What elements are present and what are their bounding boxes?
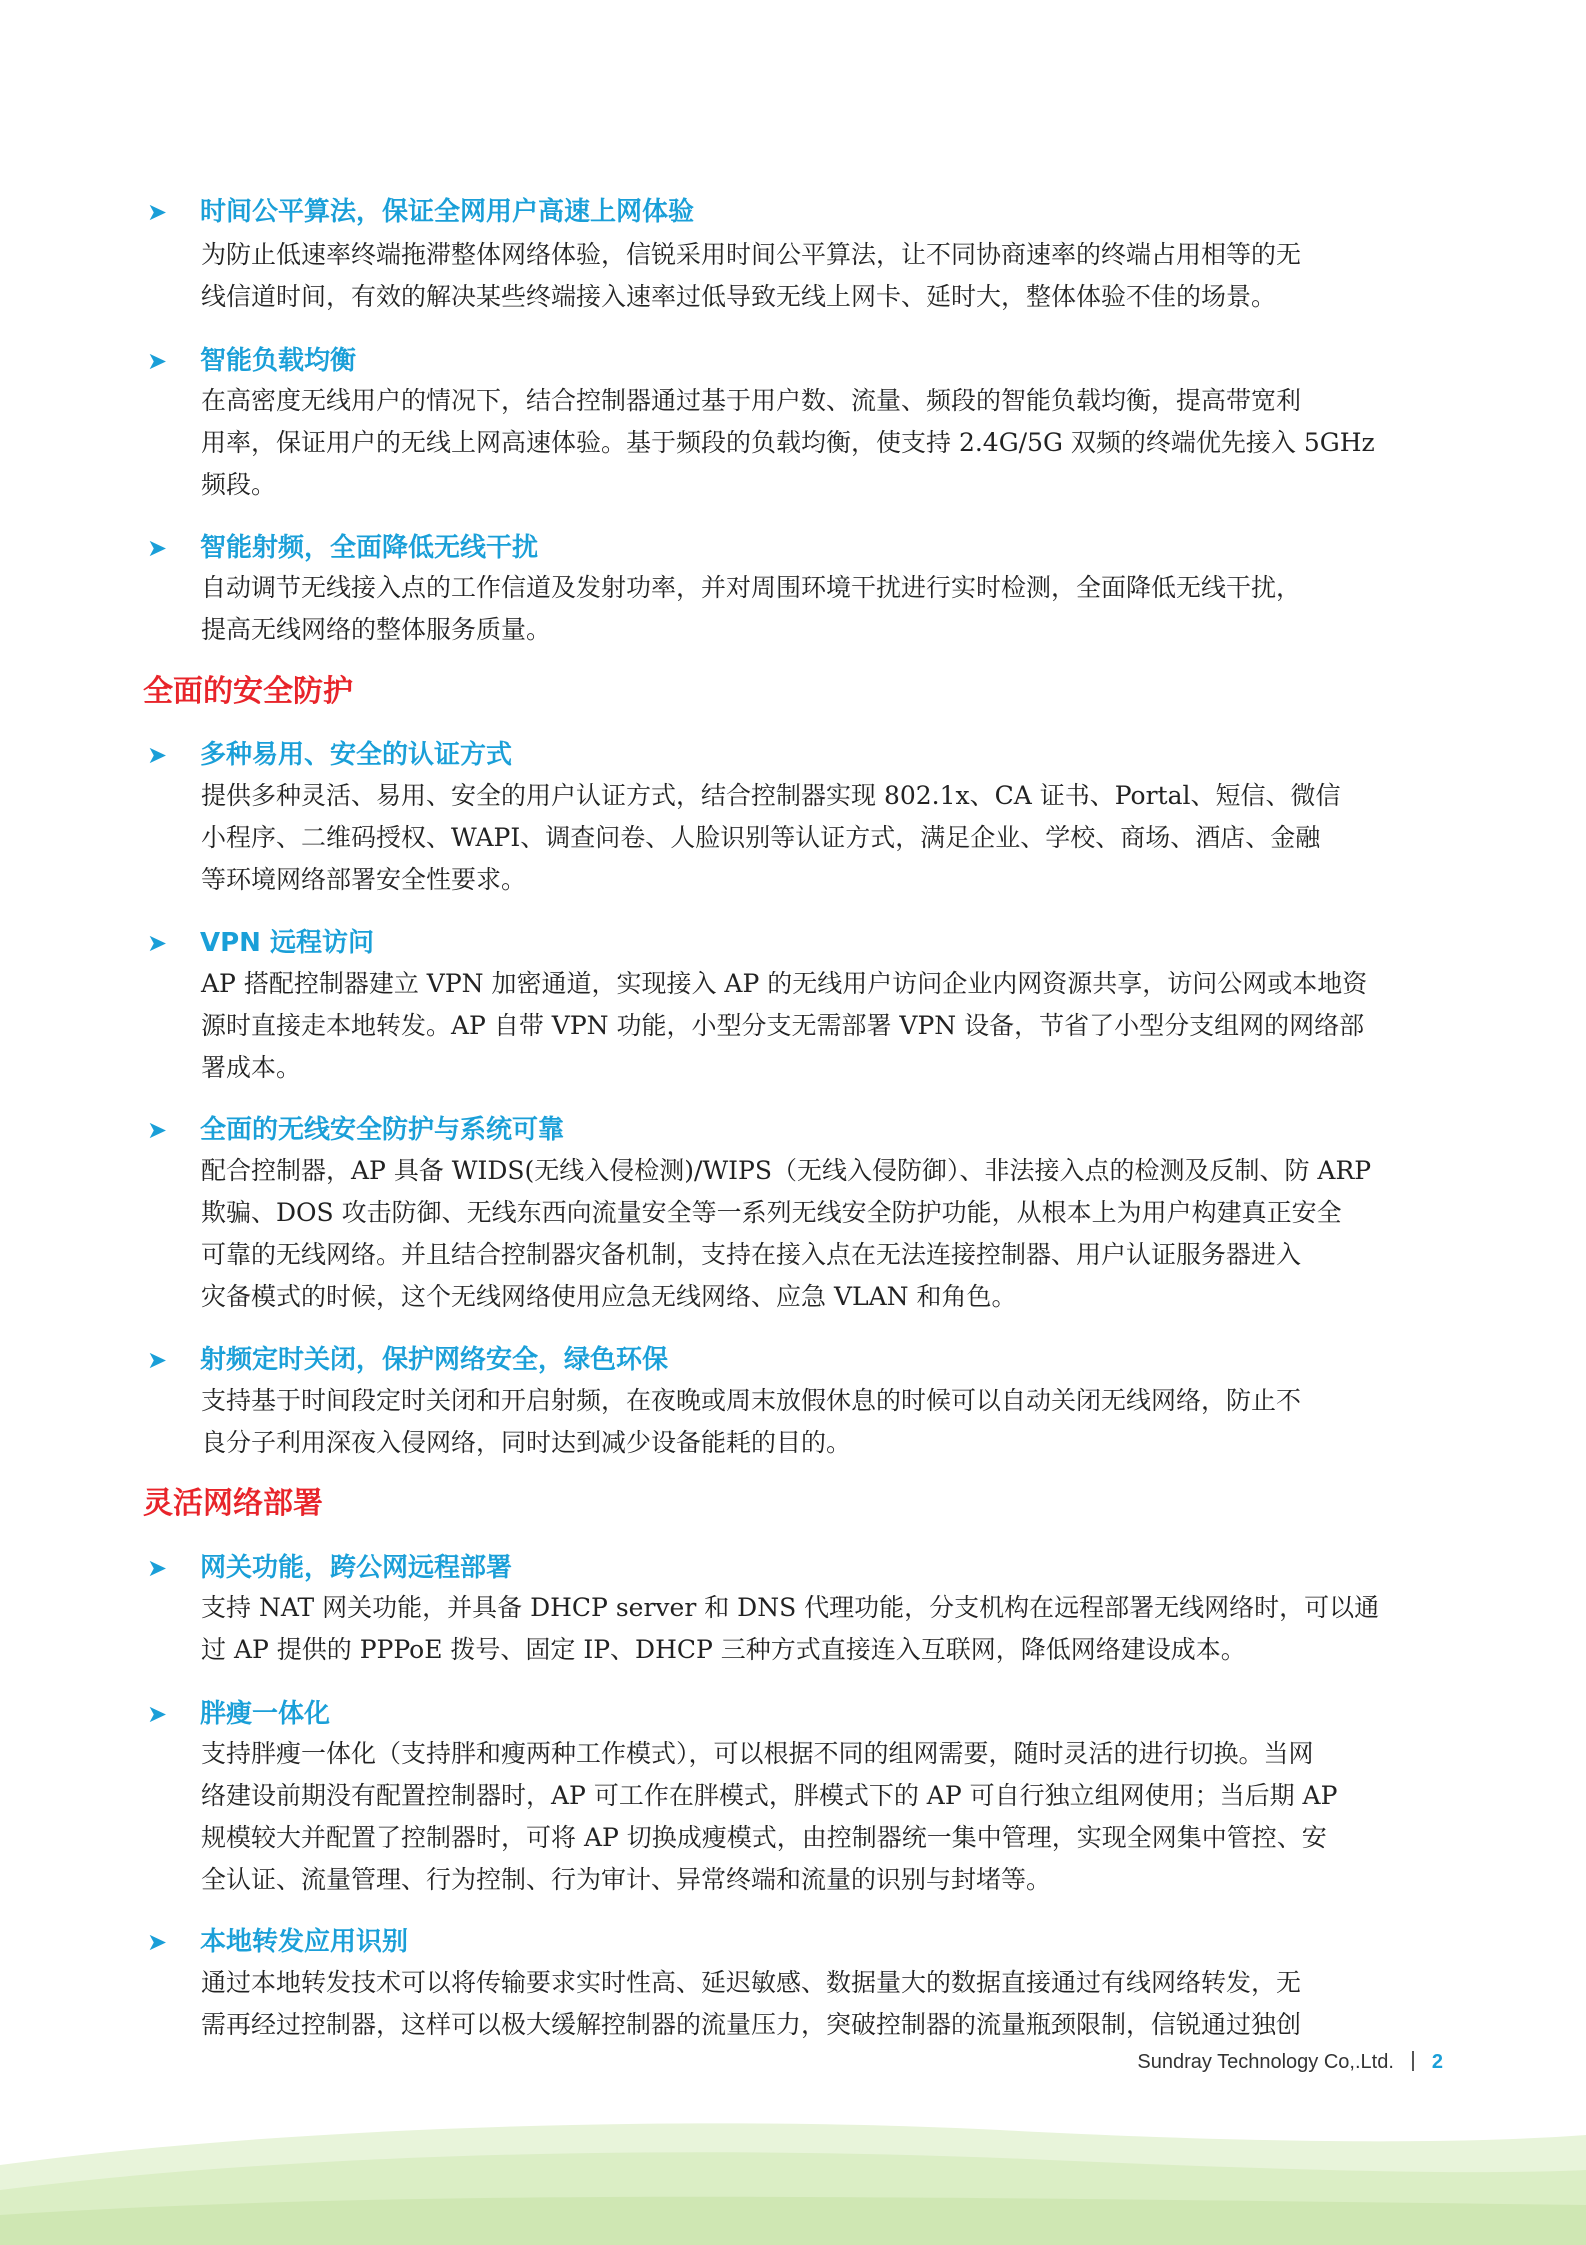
body-line: 络建设前期没有配置控制器时，AP 可工作在胖模式，胖模式下的 AP 可自行独立组网使用；当后期 AP (201, 1781, 1338, 1810)
arrow-bullet-icon: ➤ (147, 1346, 168, 1374)
body-line: AP 搭配控制器建立 VPN 加密通道，实现接入 AP 的无线用户访问企业内网资源共享，访问公网或本地资 (201, 969, 1368, 998)
item-body (201, 234, 1451, 318)
body-line: 通过本地转发技术可以将传输要求实时性高、延迟敏感、数据量大的数据直接通过有线网络转发，无 (201, 1968, 1302, 1997)
item-title: 本地转发应用识别 (200, 1927, 409, 1957)
body-line: 提高无线网络的整体服务质量。 (201, 615, 552, 644)
body-line: 提供多种灵活、易用、安全的用户认证方式，结合控制器实现 802.1x、CA 证书、Portal、短信、微信 (201, 781, 1341, 810)
body-line: 过 AP 提供的 PPPoE 拨号、固定 IP、DHCP 三种方式直接连入互联网，降低网络建设成本。 (201, 1635, 1246, 1664)
section-heading: 灵活网络部署 (143, 1486, 323, 1521)
body-line: 需再经过控制器，这样可以极大缓解控制器的流量压力，突破控制器的流量瓶颈限制，信锐通过独创 (201, 2010, 1302, 2039)
item-title: 智能负载均衡 (200, 346, 357, 376)
arrow-bullet-icon: ➤ (147, 534, 168, 562)
item-body (201, 567, 1451, 651)
item-body (201, 775, 1451, 901)
body-line: 频段。 (201, 470, 277, 499)
section-heading: 全面的安全防护 (143, 674, 353, 709)
item-body (201, 1150, 1451, 1318)
body-line: 自动调节无线接入点的工作信道及发射功率，并对周围环境干扰进行实时检测，全面降低无线干扰， (201, 573, 1302, 602)
item-title: 网关功能，跨公网远程部署 (200, 1553, 513, 1583)
company-name: Sundray Technology Co,.Ltd. (1137, 2051, 1394, 2073)
decorative-wave-footer (0, 2105, 1586, 2245)
body-line: 署成本。 (201, 1053, 302, 1082)
body-line: 良分子利用深夜入侵网络，同时达到减少设备能耗的目的。 (201, 1428, 852, 1457)
body-line: 支持胖瘦一体化（支持胖和瘦两种工作模式），可以根据不同的组网需要，随时灵活的进行切换。当网 (201, 1739, 1314, 1768)
item-body (201, 963, 1451, 1089)
wave-base (0, 2197, 1586, 2245)
body-line: 为防止低速率终端拖滞整体网络体验，信锐采用时间公平算法，让不同协商速率的终端占用相等的无 (201, 240, 1302, 269)
item-body (201, 1587, 1451, 1671)
body-line: 在高密度无线用户的情况下，结合控制器通过基于用户数、流量、频段的智能负载均衡，提高带宽利 (201, 386, 1302, 415)
page-footer (1137, 2051, 1443, 2074)
body-line: 欺骗、DOS 攻击防御、无线东西向流量安全等一系列无线安全防护功能，从根本上为用户构建真正安全 (201, 1198, 1342, 1227)
arrow-bullet-icon: ➤ (147, 1928, 168, 1956)
body-line: 支持 NAT 网关功能，并具备 DHCP server 和 DNS 代理功能，分支机构在远程部署无线网络时，可以通 (201, 1593, 1380, 1622)
arrow-bullet-icon: ➤ (147, 1700, 168, 1728)
body-line: 小程序、二维码授权、WAPI、调查问卷、人脸识别等认证方式，满足企业、学校、商场、酒店、金融 (201, 823, 1321, 852)
item-body (201, 1733, 1451, 1901)
footer-divider (1412, 2051, 1414, 2071)
item-title: VPN 远程访问 (200, 928, 374, 958)
body-line: 支持基于时间段定时关闭和开启射频，在夜晚或周末放假休息的时候可以自动关闭无线网络，防止不 (201, 1386, 1302, 1415)
item-title: 智能射频，全面降低无线干扰 (200, 533, 539, 563)
item-title: 全面的无线安全防护与系统可靠 (200, 1115, 565, 1145)
item-body (201, 380, 1451, 506)
item-title: 时间公平算法，保证全网用户高速上网体验 (200, 197, 695, 227)
item-body (201, 1380, 1451, 1464)
item-body (201, 1962, 1451, 2046)
arrow-bullet-icon: ➤ (147, 1554, 168, 1582)
page-number: 2 (1431, 2051, 1443, 2073)
item-title: 射频定时关闭，保护网络安全，绿色环保 (200, 1345, 669, 1375)
body-line: 可靠的无线网络。并且结合控制器灾备机制，支持在接入点在无法连接控制器、用户认证服务器进入 (201, 1240, 1302, 1269)
body-line: 等环境网络部署安全性要求。 (201, 865, 527, 894)
item-title: 多种易用、安全的认证方式 (200, 740, 513, 770)
body-line: 用率，保证用户的无线上网高速体验。基于频段的负载均衡，使支持 2.4G/5G 双频的终端优先接入 5GHz (201, 428, 1375, 457)
body-line: 灾备模式的时候，这个无线网络使用应急无线网络、应急 VLAN 和角色。 (201, 1282, 1017, 1311)
body-line: 线信道时间，有效的解决某些终端接入速率过低导致无线上网卡、延时大，整体体验不佳的场景。 (201, 282, 1277, 311)
body-line: 源时直接走本地转发。AP 自带 VPN 功能，小型分支无需部署 VPN 设备，节省了小型分支组网的网络部 (201, 1011, 1365, 1040)
body-line: 规模较大并配置了控制器时，可将 AP 切换成瘦模式，由控制器统一集中管理，实现全网集中管控、安 (201, 1823, 1327, 1852)
arrow-bullet-icon: ➤ (147, 347, 168, 375)
arrow-bullet-icon: ➤ (147, 198, 168, 226)
body-line: 配合控制器，AP 具备 WIDS(无线入侵检测)/WIPS（无线入侵防御）、非法接入点的检测及反制、防 ARP (201, 1156, 1372, 1185)
arrow-bullet-icon: ➤ (147, 1116, 168, 1144)
item-title: 胖瘦一体化 (200, 1699, 331, 1729)
body-line: 全认证、流量管理、行为控制、行为审计、异常终端和流量的识别与封堵等。 (201, 1865, 1052, 1894)
arrow-bullet-icon: ➤ (147, 741, 168, 769)
arrow-bullet-icon: ➤ (147, 929, 168, 957)
